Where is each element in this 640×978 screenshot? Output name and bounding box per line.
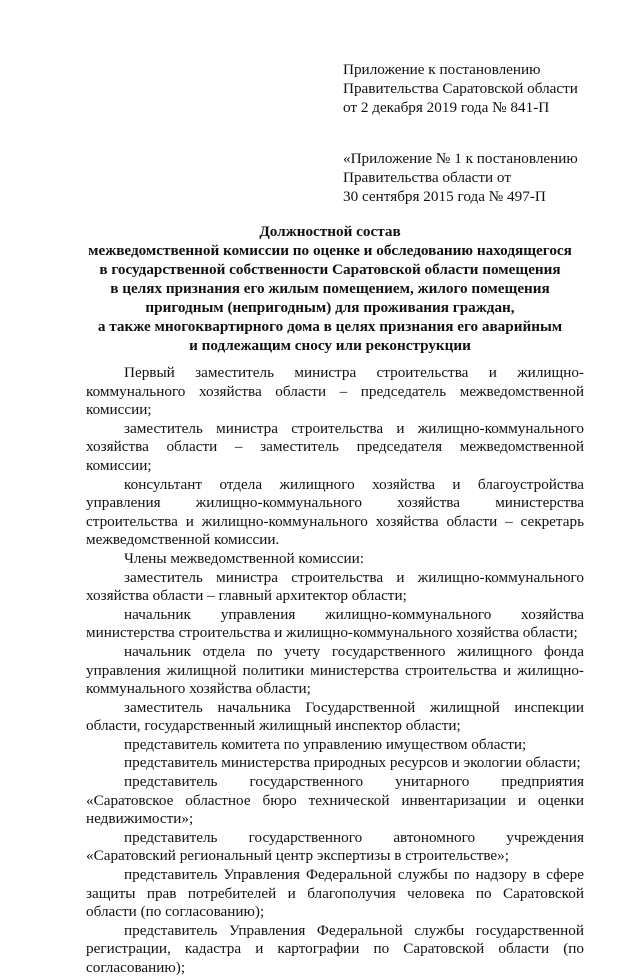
member-item: представитель комитета по управлению имуществом области; — [124, 735, 527, 753]
title-line: а также многоквартирного дома в целях признания его аварийным — [97, 318, 563, 335]
member-chairman: Первый заместитель министра строительства и жилищно-коммунального хозяйства области – председатель межведомственной комиссии; — [86, 364, 584, 419]
title-line: и подлежащим сносу или реконструкции — [189, 337, 471, 354]
members-list — [86, 364, 584, 978]
member-item: начальник отдела по учету государственного жилищного фонда управления жилищной политики министерства строительства и жилищно-коммунального хозяйства области; — [86, 642, 584, 698]
title-line: в государственной собственности Саратовской области помещения — [99, 261, 561, 278]
title-line: межведомственной комиссии по оценке и обследованию находящегося — [88, 242, 572, 259]
appendix-header-current — [343, 60, 578, 117]
title-line: в целях признания его жилым помещением, жилого помещения — [110, 280, 550, 297]
appendix-line: Приложение к постановлению — [343, 61, 541, 78]
member-item: представитель государственного унитарного предприятия «Саратовское областное бюро технической инвентаризации и оценки недвижимости»; — [86, 773, 584, 828]
title-line: пригодным (непригодным) для проживания граждан, — [145, 299, 515, 316]
member-item: начальник управления жилищно-коммунального хозяйства министерства строительства и жилищно-коммунального хозяйства области; — [86, 605, 584, 642]
member-deputy-chairman: заместитель министра строительства и жилищно-коммунального хозяйства области – заместитель председателя межведомственной комиссии; — [86, 419, 584, 474]
member-item: представитель Управления Федеральной службы государственной регистрации, кадастра и картографии по Саратовской области (по согласованию); — [86, 921, 584, 976]
title-line: Должностной состав — [259, 223, 401, 240]
member-item: представитель Управления Федеральной службы по надзору в сфере защиты прав потребителей и благополучия человека по Саратовской области (по согласованию); — [86, 866, 584, 921]
appendix-header-original — [343, 149, 578, 206]
members-heading: Члены межведомственной комиссии: — [124, 549, 365, 567]
appendix-line: «Приложение № 1 к постановлению — [343, 150, 578, 167]
member-item: заместитель начальника Государственной жилищной инспекции области, государственный жилищный инспектор области; — [86, 698, 584, 735]
member-item: представитель министерства природных ресурсов и экологии области; — [124, 754, 581, 772]
appendix-line: Правительства Саратовской области — [343, 80, 578, 97]
document-title — [60, 222, 600, 355]
appendix-line: от 2 декабря 2019 года № 841-П — [343, 99, 550, 116]
member-item: заместитель министра строительства и жилищно-коммунального хозяйства области – главный архитектор области; — [86, 568, 584, 605]
member-secretary: консультант отдела жилищного хозяйства и благоустройства управления жилищно-коммунального хозяйства министерства строительства и жилищно-коммунального хозяйства области – секретарь межведомственной комиссии. — [86, 475, 584, 549]
member-item: представитель государственного автономного учреждения «Саратовский региональный центр экспертизы в строительстве»; — [86, 828, 584, 865]
appendix-line: 30 сентября 2015 года № 497-П — [343, 188, 546, 205]
appendix-line: Правительства области от — [343, 169, 511, 186]
